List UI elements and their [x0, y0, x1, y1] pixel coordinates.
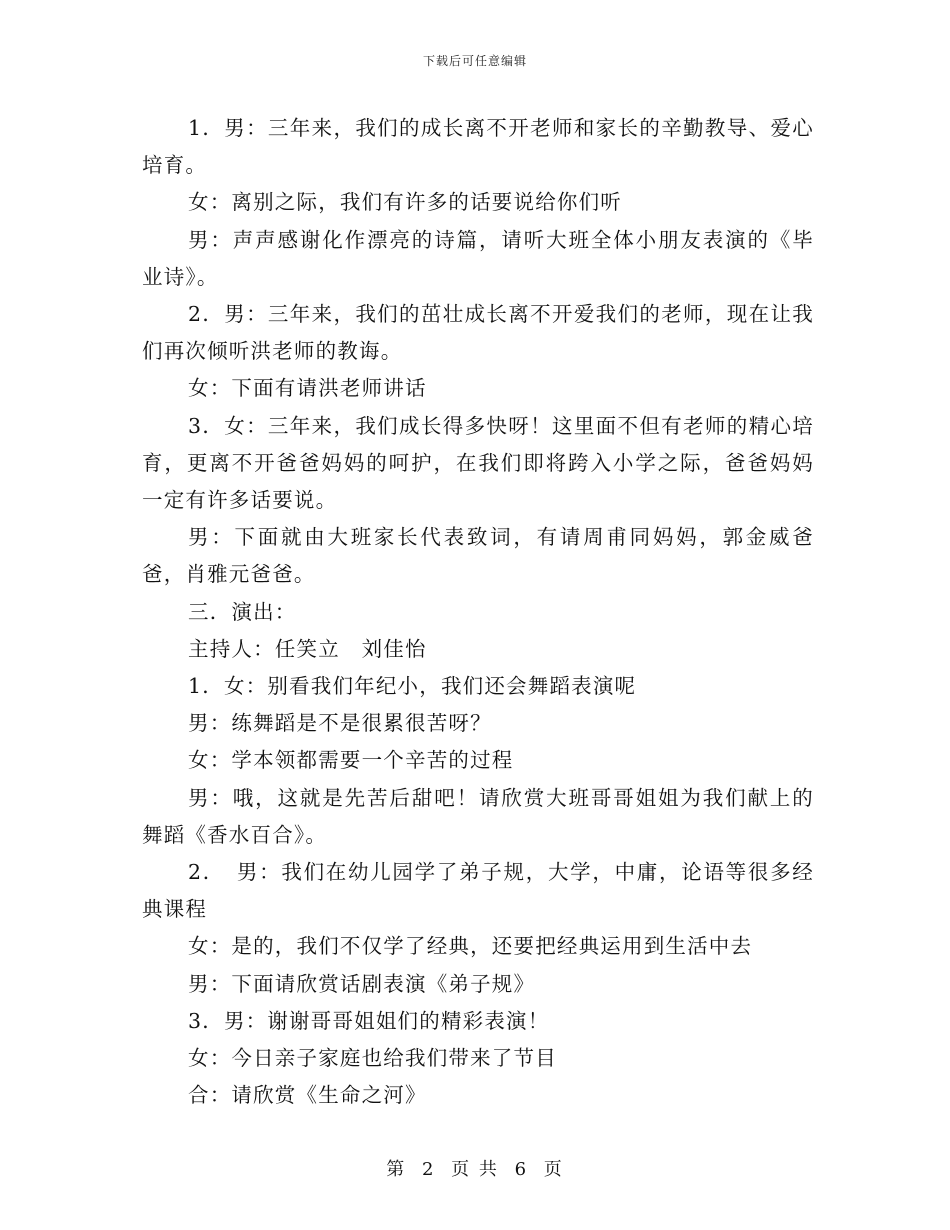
paragraph: 男：下面就由大班家长代表致词，有请周甫同妈妈，郭金威爸爸，肖雅元爸爸。 — [142, 525, 814, 587]
section-heading: 三．演出： — [188, 599, 297, 624]
document-body — [142, 110, 814, 1114]
paragraph: 男：哦，这就是先苦后甜吧！请欣赏大班哥哥姐姐为我们献上的舞蹈《香水百合》。 — [142, 785, 814, 847]
paragraph: 男：下面请欣赏话剧表演《弟子规》 — [188, 971, 536, 996]
paragraph: 女：离别之际，我们有许多的话要说给你们听 — [188, 190, 622, 215]
paragraph: 男：练舞蹈是不是很累很苦呀？ — [188, 711, 492, 736]
total-pages: 6 — [514, 1159, 529, 1180]
paragraph: 2． 男：我们在幼儿园学了弟子规，大学，中庸，论语等很多经典课程 — [142, 860, 814, 922]
paragraph: 女：下面有请洪老师讲话 — [188, 376, 427, 401]
paragraph: 1．男：三年来，我们的成长离不开老师和家长的辛勤教导、爱心培育。 — [142, 116, 814, 178]
page-number: 2 — [421, 1159, 436, 1180]
paragraph: 1．女：别看我们年纪小，我们还会舞蹈表演呢 — [188, 674, 637, 699]
paragraph: 女：是的，我们不仅学了经典，还要把经典运用到生活中去 — [188, 934, 753, 959]
footer-prefix: 第 — [386, 1159, 407, 1180]
paragraph: 3．男：谢谢哥哥姐姐们的精彩表演！ — [188, 1008, 550, 1033]
paragraph: 男：声声感谢化作漂亮的诗篇，请听大班全体小朋友表演的《毕业诗》。 — [142, 227, 814, 289]
page-header: 下载后可任意编辑 — [422, 54, 527, 68]
paragraph: 合：请欣赏《生命之河》 — [188, 1083, 427, 1108]
paragraph: 2．男：三年来，我们的茁壮成长离不开爱我们的老师，现在让我们再次倾听洪老师的教诲。 — [142, 302, 814, 364]
paragraph: 主持人：任笑立 刘佳怡 — [188, 636, 427, 661]
footer-suffix: 页 — [543, 1159, 564, 1180]
paragraph: 女：今日亲子家庭也给我们带来了节目 — [188, 1046, 557, 1071]
page-footer — [0, 1155, 950, 1181]
paragraph: 3．女：三年来，我们成长得多快呀！这里面不但有老师的精心培育，更离不开爸爸妈妈的呵护，在我们即将跨入小学之际，爸爸妈妈一定有许多话要说。 — [142, 413, 814, 513]
footer-middle: 页 共 — [451, 1159, 499, 1180]
paragraph: 女：学本领都需要一个辛苦的过程 — [188, 748, 514, 773]
